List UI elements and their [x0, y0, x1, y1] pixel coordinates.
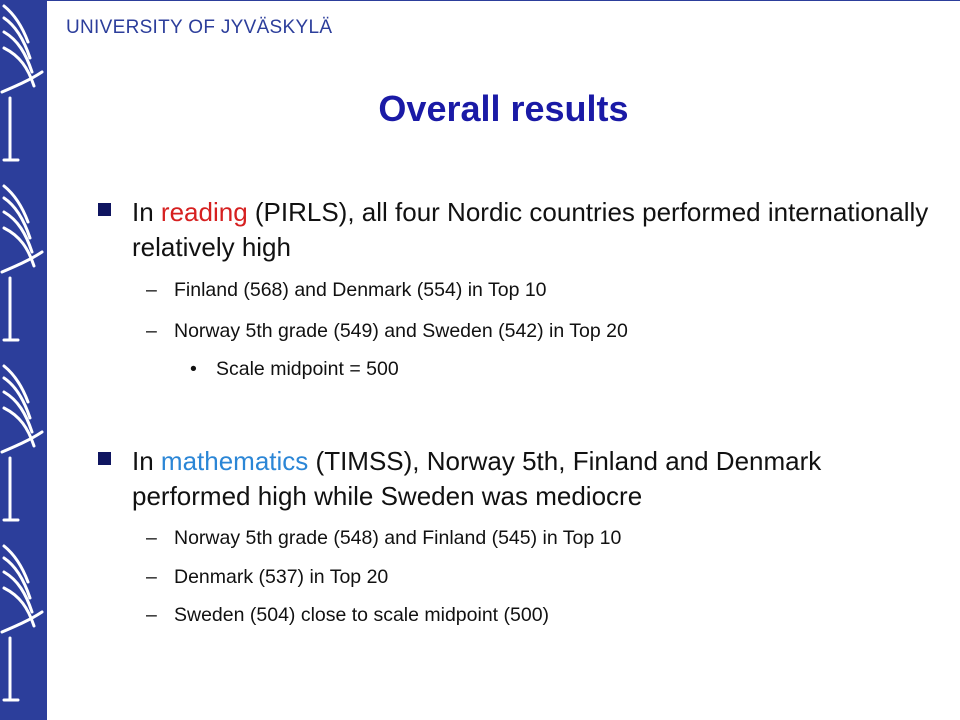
- bullet-reading-text: In reading (PIRLS), all four Nordic countries performed internationally relatively high: [132, 197, 929, 262]
- slide-title: Overall results: [378, 88, 629, 129]
- sub-item: – Norway 5th grade (549) and Sweden (542) in Top 20: [146, 320, 628, 342]
- sub-item: – Sweden (504) close to scale midpoint (500): [146, 604, 550, 626]
- reading-highlight: reading: [160, 197, 248, 227]
- mathematics-highlight: mathematics: [160, 446, 309, 476]
- university-emblem-pattern: [0, 0, 47, 720]
- square-bullet-icon: [98, 452, 111, 465]
- sub-item: – Norway 5th grade (548) and Finland (545) in Top 10: [146, 527, 622, 549]
- university-name: UNIVERSITY OF JYVÄSKYLÄ: [66, 17, 333, 38]
- header-rule: [47, 0, 960, 1]
- sub-item: – Denmark (537) in Top 20: [146, 566, 389, 588]
- sidebar-decoration: [0, 0, 47, 720]
- square-bullet-icon: [98, 203, 111, 216]
- sub-item: – Finland (568) and Denmark (554) in Top 10: [146, 279, 547, 301]
- bullet-mathematics-text: In mathematics (TIMSS), Norway 5th, Finland and Denmark performed high while Sweden was mediocre: [132, 446, 822, 511]
- sub-sub-item: • Scale midpoint = 500: [190, 358, 399, 380]
